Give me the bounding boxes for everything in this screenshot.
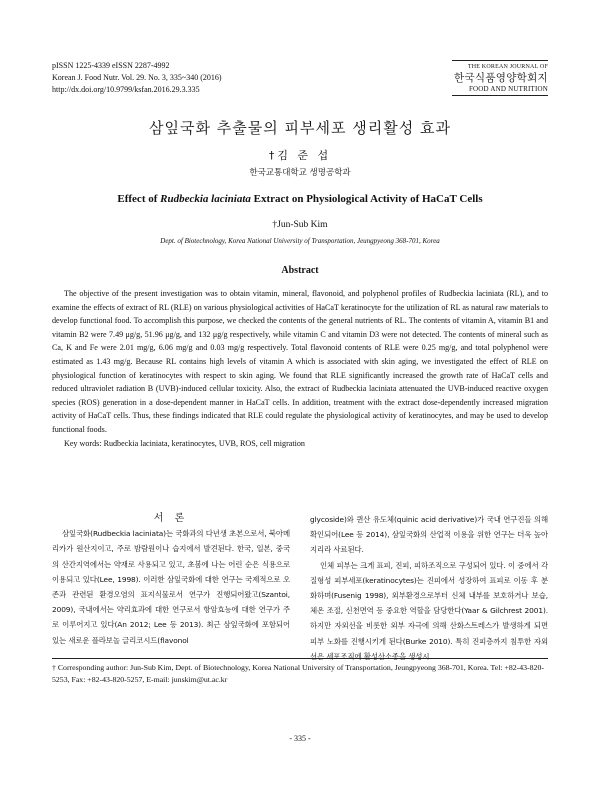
intro-paragraph-right-1: glycoside)와 퀸산 유도체(quinic acid derivative)가 국내 연구진들 의해 확인되어(Lee 등 2014), 삼잎국화의 산업적 이용을 위한 연구는 더욱 높아지리라 사료된다. — [310, 515, 548, 555]
intro-paragraph-right-2: 인체 피부는 크게 표피, 진피, 피하조직으로 구성되어 있다. 이 중에서 각질형성 피부세포(keratinocytes)는 진피에서 성장하여 표피로 이동 후 분화하며(Fusenig 1998), 외부환경으로부터 신체 내부를 보호하거나 보습, 체온 조절, 신천면역 등 중요한 역할을 담당한다(Yaar & Gilchrest 2001). 하지만 자외선을 비롯한 외부 자극에 의해 산화스트레스가 발생하게 되면 피부 노화를 진행시키게 된다(Burke 2010). 특히 진피층까지 침투한 자외선은 세포조직에 활성산소종을 생성시 — [310, 560, 548, 661]
title-korean: 삼잎국화 추출물의 피부세포 생리활성 효과 — [149, 119, 451, 137]
title-english-species: Rudbeckia laciniata — [160, 193, 251, 205]
intro-right-column — [310, 512, 548, 664]
abstract-body — [52, 287, 548, 450]
intro-heading: 서 론 — [153, 513, 189, 524]
journal-name-en-top: THE KOREAN JOURNAL OF — [467, 64, 548, 70]
citation-header — [52, 60, 222, 96]
corresponding-author-footnote: † Corresponding author: Jun-Sub Kim, Dept. of Biotechnology, Korea National University of Transportation, Jeungpyeong 368-701, Korea. Tel: +82-43-820-5253, Fax: +82-43-820-5257, E-mail: junskim@ut.ac.kr — [52, 663, 544, 684]
journal-name-en-bottom: FOOD AND NUTRITION — [452, 85, 548, 96]
keywords: Key words: Rudbeckia laciniata, keratinocytes, UVB, ROS, cell migration — [64, 438, 305, 448]
doi-link[interactable]: http://dx.doi.org/10.9799/ksfan.2016.29.3.335 — [52, 85, 200, 94]
journal-logo — [452, 60, 548, 96]
intro-left-column — [52, 511, 290, 648]
abstract-heading: Abstract — [281, 265, 319, 276]
intro-paragraph-left: 삼잎국화(Rudbeckia laciniata)는 국화과의 다년생 초본으로서, 북아메리카가 원산지이고, 주로 밤람원이나 습지에서 발견된다. 한국, 일본, 중국의 산간지역에서는 약재로 사용되고 있고, 초봄에 나는 어린 순은 식용으로 이용되고 있다(Lee, 1998). 이러한 삼잎국화에 대한 연구는 국제적으로 오존과 관련된 환경오염의 표지식물로서 연구가 진행되어왔고(Szantoi, 2009), 국내에서는 약리효과에 대한 연구로서 항암효능에 대한 연구가 주로 이루어지고 있다(An 2012; Lee 등 2013). 최근 삼잎국화에 포함되어 있는 새로운 플라보놀 글리코시드(flavonol — [52, 529, 290, 645]
author-korean: †김 준 섭 — [268, 149, 332, 162]
affiliation-english: Dept. of Biotechnology, Korea National University of Transportation, Jeungpyeong 368-701, Korea — [160, 237, 440, 245]
abstract-paragraph: The objective of the present investigation was to obtain vitamin, mineral, flavonoid, and polyphenol profiles of Rudbeckia laciniata (RL), and to examine the effects of extract of RL (RLE) on various physiological activities of HaCaT keratinocyte for the utilization of RL as natural raw materials to develop functional food. To accomplish this purpose, we checked the contents of the general nutrients of RL. The contents of vitamin A, vitamin B1 and vitamin B2 were 7.49 μg/g, 51.96 μg/g, and 132 μg/g respectively, while vitamin C and vitamin D3 were not detected. The contents of mineral such as Ca, K and Fe were 2.01 mg/g, 6.06 mg/g and 0.03 mg/g respectively. Total flavonoid contents of RLE were 0.25 mg/g, and total polyphenol were estimated as 1.43 mg/g. Because RL contains high levels of vitamin A which is associated with skin aging, we investigated the effect of RLE on physiological function of keratinocytes with respect to skin aging. We found that RLE significantly increased the growth rate of HaCaT cells and reduced ultraviolet radiation B (UVB)-induced cellular toxicity. Also, the extract of Rudbeckia laciniata attenuated the UVB-induced reactive oxygen species (ROS) generation in a dose-dependent manner in HaCaT cells. In addition, treatment with the extract dose-dependently increased migration activity of HaCaT cells. Thus, these findings indicated that RLE could regulate the physiological activity of keratinocytes, and may be used to develop functional foods. — [52, 289, 548, 434]
title-english — [0, 193, 600, 205]
title-english-part2: Extract on Physiological Activity of HaCaT Cells — [250, 193, 483, 205]
footnote-divider — [52, 658, 548, 659]
affiliation-korean: 한국교통대학교 생명공학과 — [249, 168, 351, 178]
page-number: - 335 - — [289, 734, 311, 743]
title-english-part1: Effect of — [117, 193, 161, 205]
journal-name-ko: 한국식품영양학회지 — [454, 72, 548, 84]
citation-line: Korean J. Food Nutr. Vol. 29. No. 3, 335~340 (2016) — [52, 73, 222, 82]
issn-line: pISSN 1225-4339 eISSN 2287-4992 — [52, 61, 170, 70]
author-english: †Jun-Sub Kim — [272, 220, 328, 230]
